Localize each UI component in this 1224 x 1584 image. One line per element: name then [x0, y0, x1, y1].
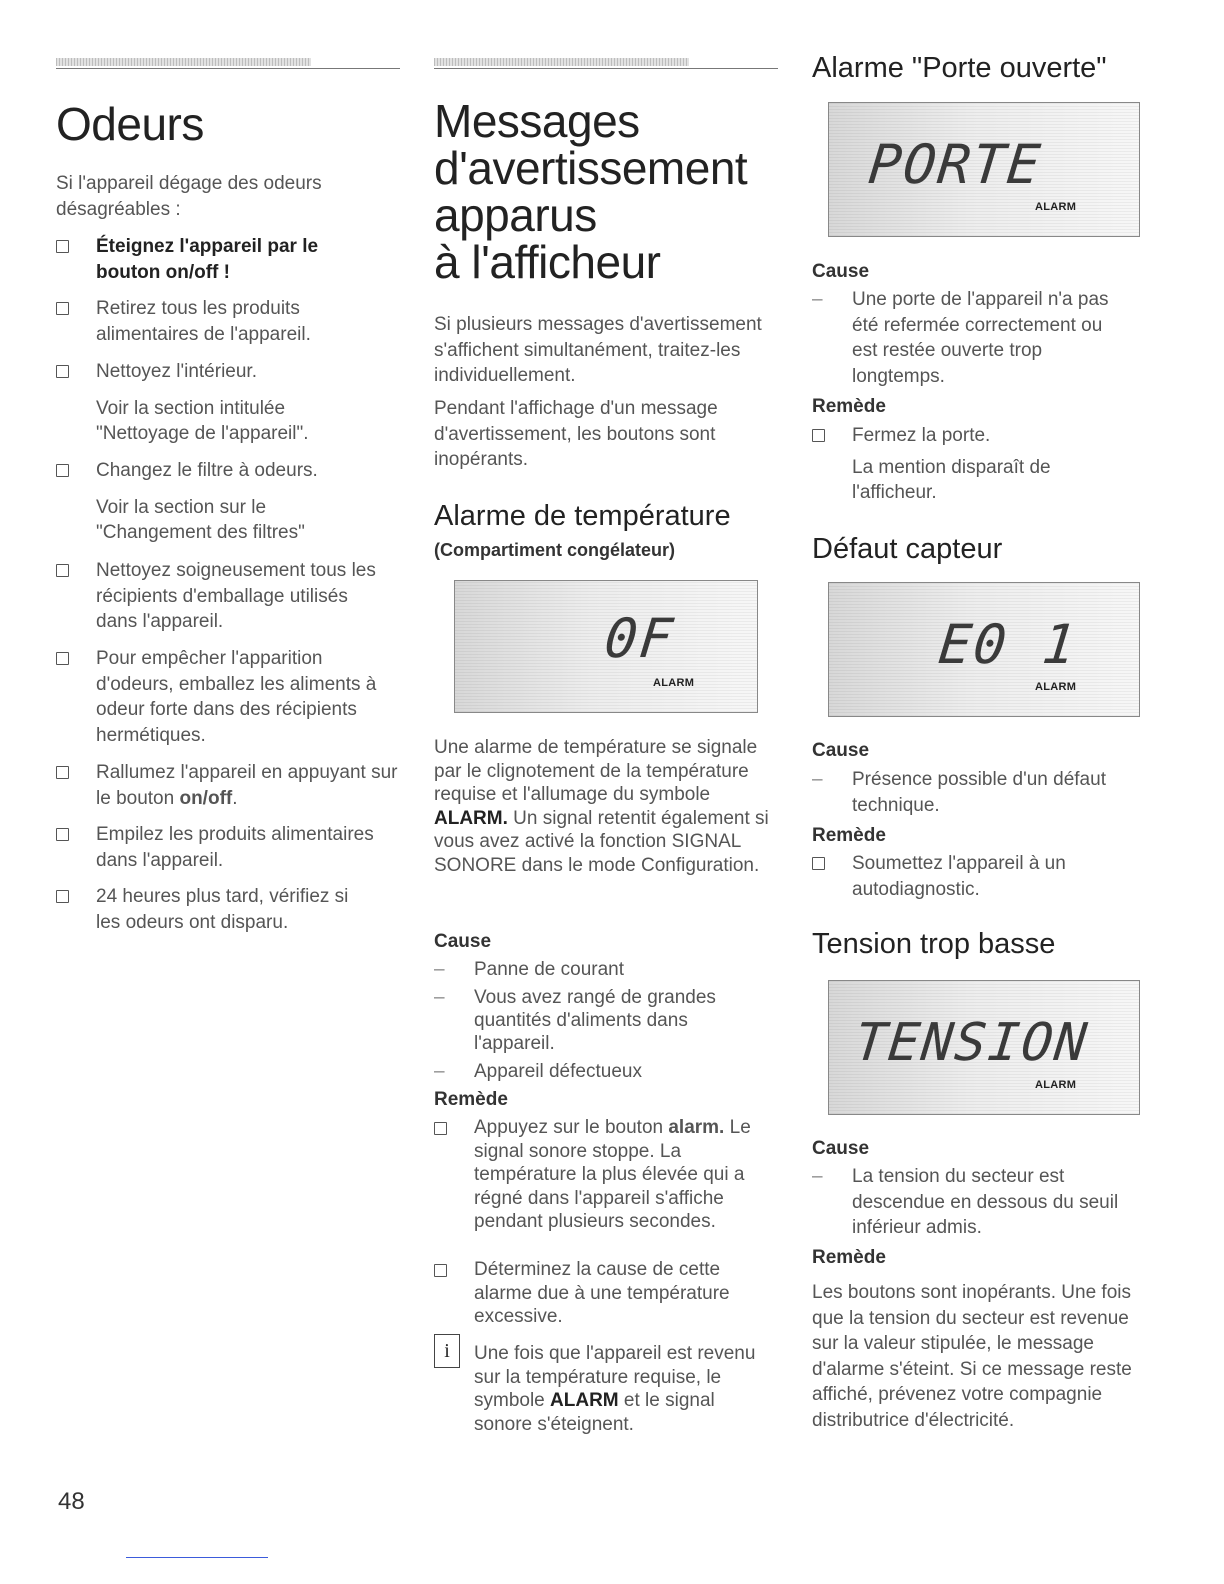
info-icon: i — [434, 1334, 460, 1368]
list-item: Soumettez l'appareil à un autodiagnostic. — [812, 851, 1112, 902]
checkbox-icon — [56, 564, 69, 577]
list-item: Appuyez sur le bouton alarm. Le signal sonore stoppe. La température la plus élevée qui a régné dans l'appareil s'affiche pendant plusieurs secondes. — [434, 1116, 754, 1234]
checkbox-icon — [56, 766, 69, 779]
low-voltage-remedy-text: Les boutons sont inopérants. Une fois que la tension du secteur est revenue sur la valeur stipulée, le message d'alarme s'éteint. Si ce message reste affiché, prévenez votre compagnie distributrice d'électricité. — [812, 1282, 1132, 1431]
list-item: – Appareil défectueux — [434, 1061, 642, 1082]
door-display — [828, 102, 1140, 237]
checkbox-icon — [56, 365, 69, 378]
footer-link-line — [126, 1557, 268, 1558]
door-alarm-title: Alarme "Porte ouverte" — [812, 52, 1107, 84]
low-voltage-title: Tension trop basse — [812, 928, 1056, 960]
list-item: Nettoyez l'intérieur. Voir la section intitulée "Nettoyage de l'appareil". — [56, 359, 376, 447]
list-item: Fermez la porte. La mention disparaît de l'afficheur. — [812, 423, 1112, 506]
remedy-label: Remède — [434, 1089, 508, 1110]
list-item: Nettoyez soigneusement tous les récipients d'emballage utilisés dans l'appareil. — [56, 558, 376, 635]
header-rule-middle — [434, 58, 778, 69]
dash-bullet: – — [812, 1166, 823, 1187]
list-item: – La tension du secteur est descendue en dessous du seuil inférieur admis. — [812, 1166, 1119, 1238]
checkbox-icon — [812, 429, 825, 442]
cause-label: Cause — [812, 740, 870, 761]
list-item: – Vous avez rangé de grandes quantités d'aliments dans l'appareil. — [434, 987, 716, 1054]
list-item: – Une porte de l'appareil n'a pas été refermée correctement ou est restée ouverte trop longtemps. — [812, 289, 1109, 387]
dash-bullet: – — [434, 1061, 445, 1082]
messages-title: Messages d'avertissement apparus à l'afficheur — [434, 95, 748, 288]
remedy-label: Remède — [812, 396, 886, 417]
page-number: 48 — [58, 1488, 85, 1515]
display-segments: PORTE — [865, 133, 1045, 196]
checkbox-icon — [434, 1264, 447, 1277]
list-item: Changez le filtre à odeurs. Voir la section sur le "Changement des filtres" — [56, 458, 376, 546]
checkbox-icon — [434, 1122, 447, 1135]
checkbox-icon — [56, 240, 69, 253]
checkbox-icon — [812, 857, 825, 870]
remedy-label: Remède — [812, 825, 886, 846]
temperature-alarm-subtitle: (Compartiment congélateur) — [434, 540, 676, 560]
dash-bullet: – — [434, 959, 445, 980]
list-item-note: Voir la section intitulée "Nettoyage de l'appareil". — [96, 397, 309, 444]
list-item: Empilez les produits alimentaires dans l'appareil. — [56, 822, 408, 873]
cause-label: Cause — [812, 1138, 870, 1159]
alarm-indicator: ALARM — [653, 677, 695, 689]
list-item: Rallumez l'appareil en appuyant sur le bouton on/off. — [56, 760, 401, 811]
temperature-display — [454, 580, 758, 713]
alarm-indicator: ALARM — [1035, 681, 1077, 693]
odeurs-title: Odeurs — [56, 98, 204, 150]
header-rule-left — [56, 58, 400, 69]
cause-label: Cause — [812, 261, 870, 282]
checkbox-icon — [56, 464, 69, 477]
list-item: 24 heures plus tard, vérifiez si les odeurs ont disparu. — [56, 884, 376, 935]
remedy-label: Remède — [812, 1247, 886, 1268]
sensor-display — [828, 582, 1140, 717]
voltage-display — [828, 980, 1140, 1115]
display-segments: 0F — [601, 607, 678, 670]
list-item: – Panne de courant — [434, 959, 625, 980]
odeurs-intro: Si l'appareil dégage des odeurs désagréables : — [56, 173, 322, 220]
list-item: Retirez tous les produits alimentaires de l'appareil. — [56, 296, 356, 347]
checkbox-icon — [56, 302, 69, 315]
cause-label: Cause — [434, 931, 492, 952]
messages-intro-2: Pendant l'affichage d'un message d'avertissement, les boutons sont inopérants. — [434, 398, 718, 470]
dash-bullet: – — [812, 289, 823, 310]
alarm-indicator: ALARM — [1035, 1079, 1077, 1091]
sensor-fault-title: Défaut capteur — [812, 533, 1003, 565]
list-item: Déterminez la cause de cette alarme due à une température excessive. — [434, 1258, 764, 1329]
list-item: Éteignez l'appareil par le bouton on/off ! — [56, 234, 356, 285]
display-segments: TENSION — [851, 1013, 1092, 1073]
messages-intro-1: Si plusieurs messages d'avertissement s'affichent simultanément, traitez-les individuellement. — [434, 314, 762, 386]
dash-bullet: – — [812, 769, 823, 790]
alarm-indicator: ALARM — [1035, 201, 1077, 213]
info-note: Une fois que l'appareil est revenu sur la température requise, le symbole ALARM et le signal sonore s'éteignent. — [474, 1343, 756, 1435]
checkbox-icon — [56, 890, 69, 903]
list-item-note: Voir la section sur le "Changement des filtres" — [96, 496, 305, 543]
list-item: Pour empêcher l'apparition d'odeurs, emballez les aliments à odeur forte dans des récipients hermétiques. — [56, 646, 396, 748]
dash-bullet: – — [434, 987, 445, 1008]
checkbox-icon — [56, 828, 69, 841]
temperature-alarm-description: Une alarme de température se signale par le clignotement de la température requise et l'allumage du symbole ALARM. Un signal retentit également si vous avez activé la fonction SIGNAL SONORE dans le mode Configuration. — [434, 737, 769, 876]
temperature-alarm-title: Alarme de température — [434, 500, 731, 532]
display-segments: E0 1 — [935, 613, 1081, 676]
list-item-note: La mention disparaît de l'afficheur. — [852, 456, 1051, 503]
checkbox-icon — [56, 652, 69, 665]
list-item: – Présence possible d'un défaut technique. — [812, 769, 1106, 816]
